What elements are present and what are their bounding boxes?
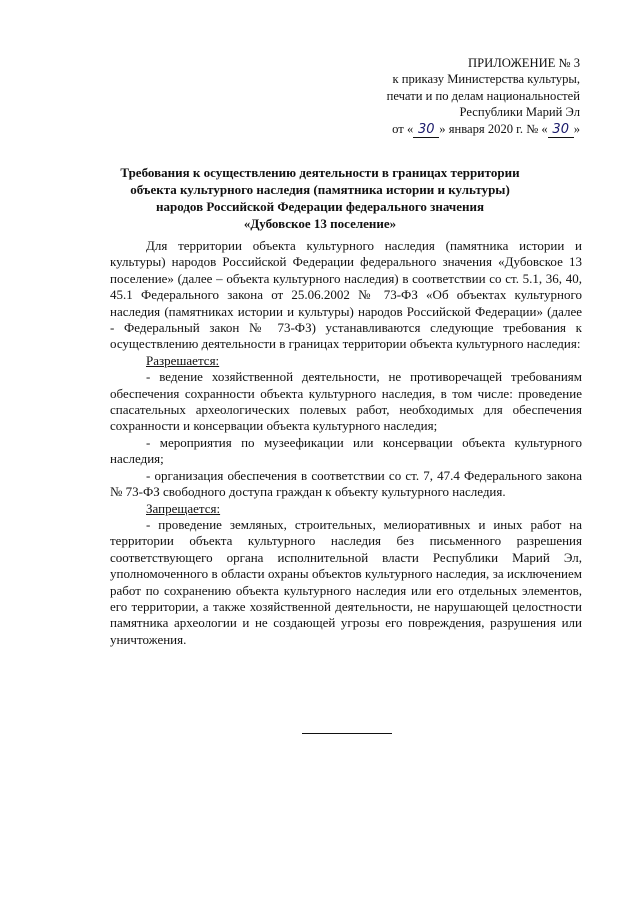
title-line-3: народов Российской Федерации федерального значения: [156, 199, 484, 214]
handwritten-day: 30: [413, 123, 439, 138]
title-line-4: «Дубовское 13 поселение»: [243, 216, 397, 231]
appendix-number: ПРИЛОЖЕНИЕ № 3: [468, 56, 580, 70]
document-body: [110, 238, 582, 648]
appendix-header: [387, 55, 580, 138]
document-title: [100, 164, 540, 232]
date-prefix: от «: [392, 121, 414, 136]
handwritten-order-number: 30: [548, 123, 574, 138]
forbidden-item: - проведение земляных, строительных, мелиоративных и иных работ на территории объекта культурного наследия без письменного разрешения соответствующего органа исполнительной власти Республики Марий Эл, уполномоченного в области охраны объектов культурного наследия, за исключением работ по сохранению объекта культурного наследия или его отдельных элементов, его территории, а также хозяйственной деятельности, не нарушающей целостности памятника археологии и не создающей угрозы его повреждения, разрушения или уничтожения.: [110, 516, 582, 647]
date-suffix: »: [573, 121, 580, 136]
appendix-date-line: [387, 121, 580, 138]
date-middle: » января 2020 г. № «: [439, 121, 548, 136]
allowed-item: - организация обеспечения в соответствии со ст. 7, 47.4 Федерального закона № 73-ФЗ свободного доступа граждан к объекту культурного наследия.: [110, 467, 582, 500]
title-line-1: Требования к осуществлению деятельности в границах территории: [120, 165, 520, 180]
intro-paragraph: Для территории объекта культурного наследия (памятника истории и культуры) народов Российской Федерации федерального значения «Дубовское 13 поселение» (далее – объекта культурного наследия) в соответствии со ст. 5.1, 36, 40, 45.1 Федерального закона от 25.06.2002 № 73-ФЗ «Об объектах культурного наследия (памятниках истории и культуры) народов Российской Федерации» (далее - Федеральный закон № 73-ФЗ) устанавливаются следующие требования к осуществлению деятельности в границах территории объекта культурного наследия:: [110, 238, 582, 352]
appendix-republic: Республики Марий Эл: [459, 105, 580, 120]
allowed-heading-text: Разрешается:: [146, 352, 220, 368]
forbidden-heading: [110, 501, 582, 517]
closing-divider: [302, 733, 392, 734]
title-line-2: объекта культурного наследия (памятника истории и культуры): [130, 182, 510, 197]
forbidden-heading-text: Запрещается:: [146, 500, 221, 516]
appendix-order-ref: к приказу Министерства культуры,: [392, 72, 580, 87]
appendix-ministry: печати и по делам национальностей: [386, 88, 580, 103]
allowed-heading: [110, 353, 582, 369]
allowed-item: - мероприятия по музеефикации или консервации объекта культурного наследия;: [110, 434, 582, 467]
allowed-item: - ведение хозяйственной деятельности, не противоречащей требованиям обеспечения сохранности объекта культурного наследия, в том числе: проведение спасательных археологических полевых работ, необходимых для обеспечения сохранности и консервации объекта культурного наследия;: [110, 369, 582, 434]
